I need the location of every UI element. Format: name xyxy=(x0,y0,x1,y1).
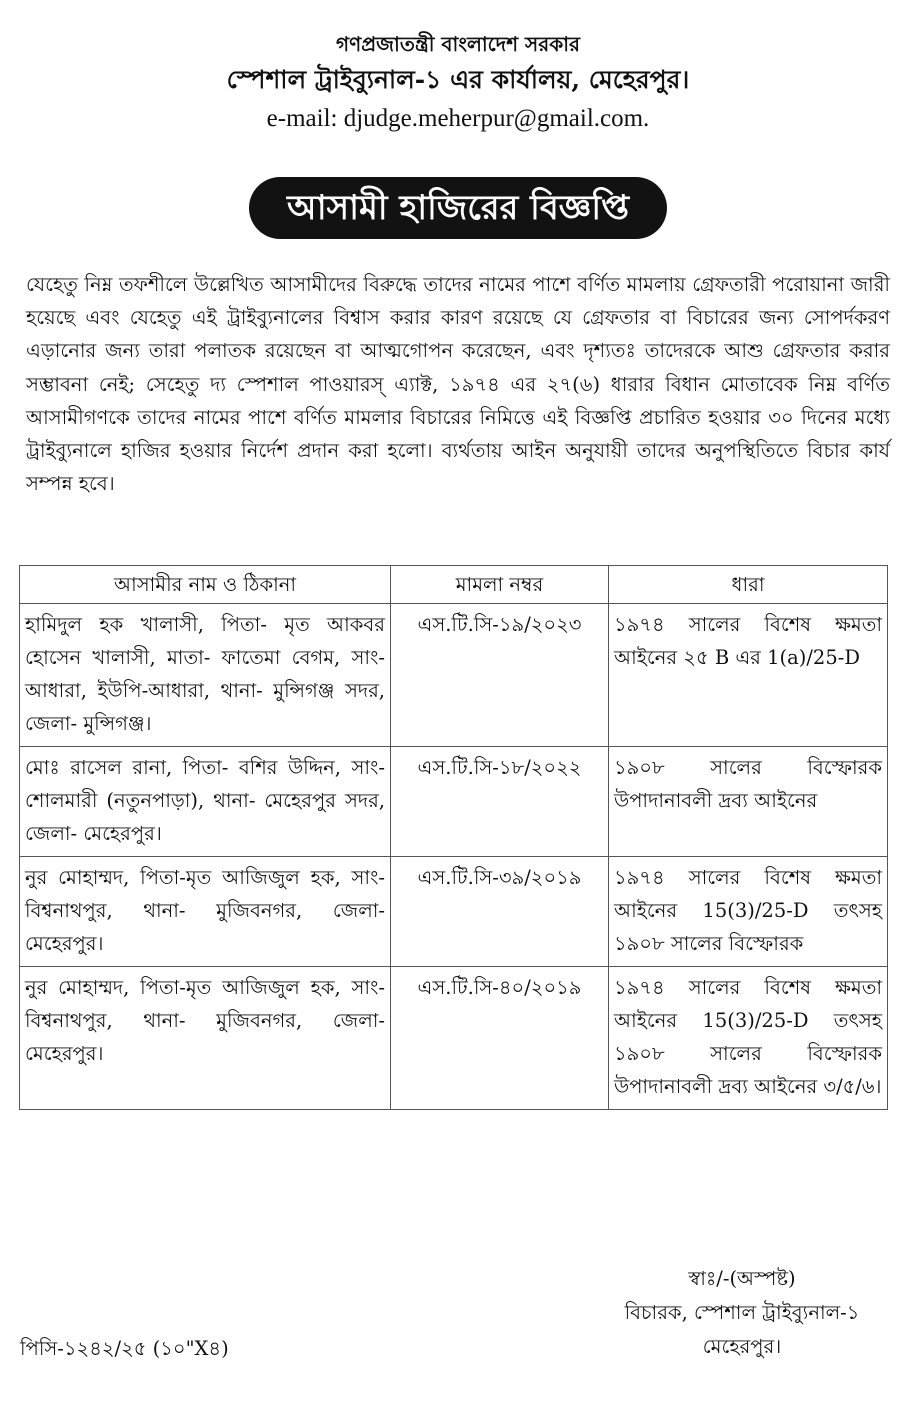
table-row xyxy=(20,967,888,1110)
accused-table xyxy=(19,565,888,1110)
legal-section: ১৯০৮ সালের বিস্ফোরক উপাদানাবলী দ্রব্য আইনের xyxy=(609,747,888,857)
office-name: স্পেশাল ট্রাইব্যুনাল-১ এর কার্যালয়, মেহেরপুর। xyxy=(226,65,690,94)
legal-section: ১৯৭৪ সালের বিশেষ ক্ষমতা আইনের 15(3)/25-D তৎসহ ১৯০৮ সালের বিস্ফোরক উপাদানাবলী দ্রব্য আইনের ৩/৫/৬। xyxy=(609,967,888,1110)
table-header-row xyxy=(20,566,888,604)
accused-name-address: হামিদুল হক খালাসী, পিতা- মৃত আকবর হোসেন খালাসী, মাতা- ফাতেমা বেগম, সাং- আধারা, ইউপি-আধারা, থানা- মুন্সিগঞ্জ সদর, জেলা- মুন্সিগঞ্জ। xyxy=(20,604,391,747)
accused-name-address: নুর মোহাম্মদ, পিতা-মৃত আজিজুল হক, সাং- বিশ্বনাথপুর, থানা- মুজিবনগর, জেলা- মেহেরপুর। xyxy=(20,967,391,1110)
pc-reference: পিসি-১২৪২/২৫ (১০"X৪) xyxy=(20,1337,229,1360)
table-row xyxy=(20,747,888,857)
title-container xyxy=(0,177,916,239)
header-case-no: মামলা নম্বর xyxy=(391,566,609,604)
table-row xyxy=(20,857,888,967)
case-number: এস.টি.সি-১৯/২০২৩ xyxy=(391,604,609,747)
header-section: ধারা xyxy=(609,566,888,604)
office-email: e-mail: djudge.meherpur@gmail.com. xyxy=(266,105,650,132)
signature-block xyxy=(592,1262,892,1364)
legal-section: ১৯৭৪ সালের বিশেষ ক্ষমতা আইনের ২৫ B এর 1(a)/25-D xyxy=(609,604,888,747)
accused-name-address: মোঃ রাসেল রানা, পিতা- বশির উদ্দিন, সাং- শোলমারী (নতুনপাড়া), থানা- মেহেরপুর সদর, জেলা- মেহেরপুর। xyxy=(20,747,391,857)
case-number: এস.টি.সি-৩৯/২০১৯ xyxy=(391,857,609,967)
notice-body: যেহেতু নিম্ন তফশীলে উল্লেখিত আসামীদের বিরুদ্ধে তাদের নামের পাশে বর্ণিত মামলায় গ্রেফতারী পরোয়ানা জারী হয়েছে এবং যেহেতু এই ট্রাইব্যুনালের বিশ্বাস করার কারণ রয়েছে যে গ্রেফতার বা বিচারের জন্য সোপর্দকরণ এড়ানোর জন্য তারা পলাতক রয়েছেন বা আত্মগোপন করেছেন, এবং দৃশ্যতঃ তাদেরকে আশু গ্রেফতার করার সম্ভাবনা নেই; সেহেতু দ্য স্পেশাল পাওয়ারস্ এ্যাক্ট, ১৯৭৪ এর ২৭(৬) ধারার বিধান মোতাবেক নিম্ন বর্ণিত আসামীগণকে তাদের নামের পাশে বর্ণিত মামলার বিচারের নিমিত্তে এই বিজ্ঞপ্তি প্রচারিত হওয়ার ৩০ দিনের মধ্যে ট্রাইব্যুনালে হাজির হওয়ার নির্দেশ প্রদান করা হলো। ব্যর্থতায় আইন অনুযায়ী তাদের অনুপস্থিতিতে বিচার কার্য সম্পন্ন হবে। xyxy=(26,273,890,496)
notice-title: আসামী হাজিরের বিজ্ঞপ্তি xyxy=(249,177,667,239)
notice-header xyxy=(0,28,916,138)
legal-section: ১৯৭৪ সালের বিশেষ ক্ষমতা আইনের 15(3)/25-D তৎসহ ১৯০৮ সালের বিস্ফোরক xyxy=(609,857,888,967)
signatory-title: বিচারক, স্পেশাল ট্রাইব্যুনাল-১ xyxy=(624,1301,860,1324)
case-number: এস.টি.সি-৪০/২০১৯ xyxy=(391,967,609,1110)
government-name: গণপ্রজাতন্ত্রী বাংলাদেশ সরকার xyxy=(336,32,580,56)
header-name: আসামীর নাম ও ঠিকানা xyxy=(20,566,391,604)
case-number: এস.টি.সি-১৮/২০২২ xyxy=(391,747,609,857)
table-row xyxy=(20,604,888,747)
signatory-location: মেহেরপুর। xyxy=(702,1335,782,1358)
accused-name-address: নুর মোহাম্মদ, পিতা-মৃত আজিজুল হক, সাং- বিশ্বনাথপুর, থানা- মুজিবনগর, জেলা- মেহেরপুর। xyxy=(20,857,391,967)
signature-mark: স্বাঃ/-(অস্পষ্ট) xyxy=(688,1267,796,1290)
